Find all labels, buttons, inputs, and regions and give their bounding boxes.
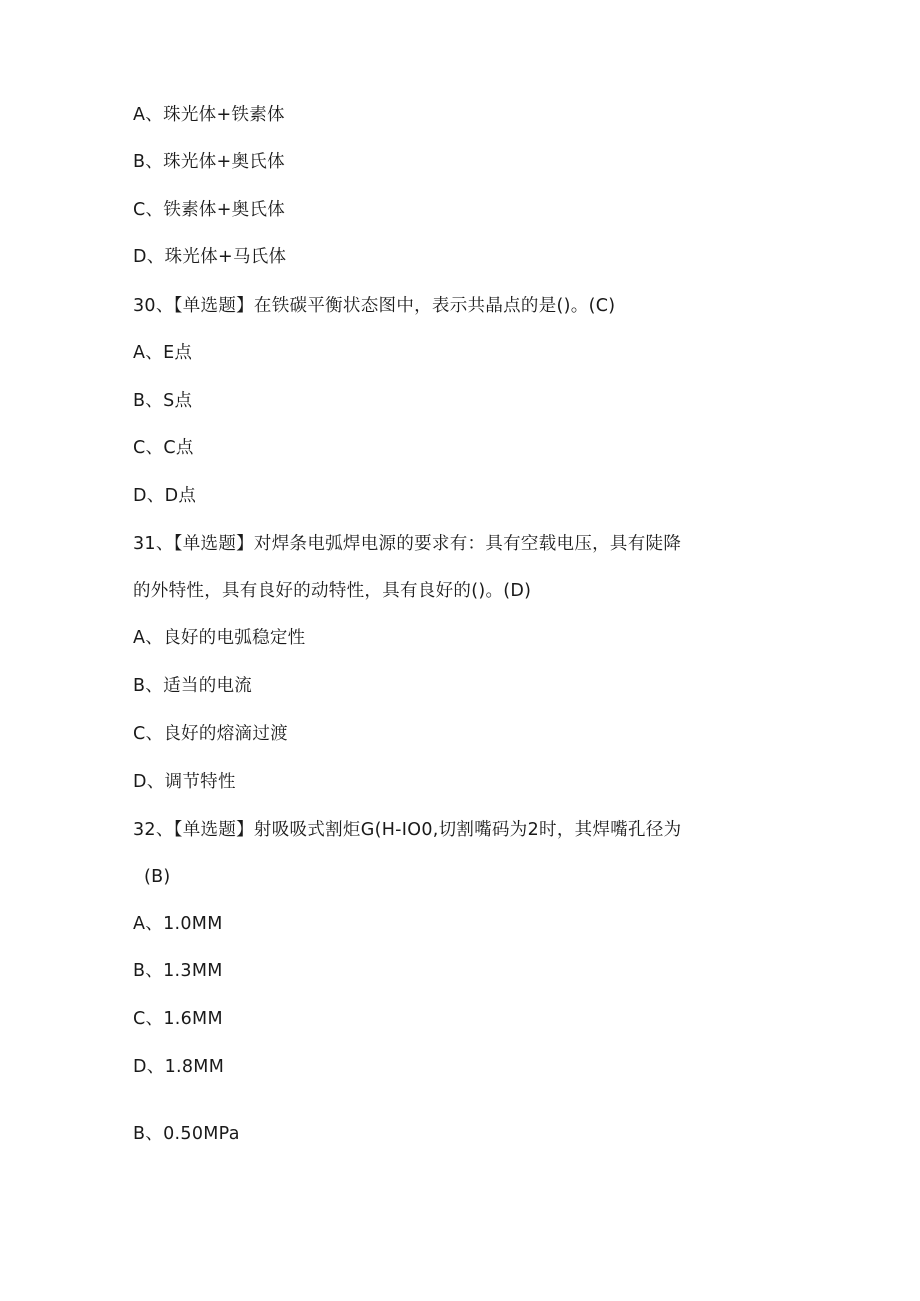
q31-option-d: D、调节特性 bbox=[133, 772, 236, 792]
q31-stem-line1: 31、【单选题】对焊条电弧焊电源的要求有：具有空载电压，具有陡降 bbox=[133, 534, 682, 554]
q29-option-b: B、珠光体+奥氏体 bbox=[133, 152, 285, 172]
q32-option-a: A、1.0MM bbox=[133, 914, 223, 934]
q30-stem: 30、【单选题】在铁碳平衡状态图中，表示共晶点的是()。(C) bbox=[133, 296, 616, 316]
q32-option-b: B、1.3MM bbox=[133, 961, 223, 981]
q32-stem-line1: 32、【单选题】射吸吸式割炬G(H-IO0,切割嘴码为2时，其焊嘴孔径为 bbox=[133, 820, 682, 840]
q32-stem-line2: (B) bbox=[144, 867, 171, 887]
q29-option-a: A、珠光体+铁素体 bbox=[133, 105, 285, 125]
q30-option-b: B、S点 bbox=[133, 391, 193, 411]
q31-stem-line2: 的外特性，具有良好的动特性，具有良好的()。(D) bbox=[133, 581, 532, 601]
q29-option-d: D、珠光体+马氏体 bbox=[133, 247, 287, 267]
q32-option-c: C、1.6MM bbox=[133, 1009, 223, 1029]
q29-option-c: C、铁素体+奥氏体 bbox=[133, 200, 286, 220]
q31-option-c: C、良好的熔滴过渡 bbox=[133, 724, 288, 744]
q30-option-a: A、E点 bbox=[133, 343, 193, 363]
q30-option-d: D、D点 bbox=[133, 486, 197, 506]
trailing-option: B、0.50MPa bbox=[133, 1124, 240, 1144]
q31-option-b: B、适当的电流 bbox=[133, 676, 253, 696]
q30-option-c: C、C点 bbox=[133, 438, 194, 458]
q31-option-a: A、良好的电弧稳定性 bbox=[133, 628, 306, 648]
q32-option-d: D、1.8MM bbox=[133, 1057, 225, 1077]
